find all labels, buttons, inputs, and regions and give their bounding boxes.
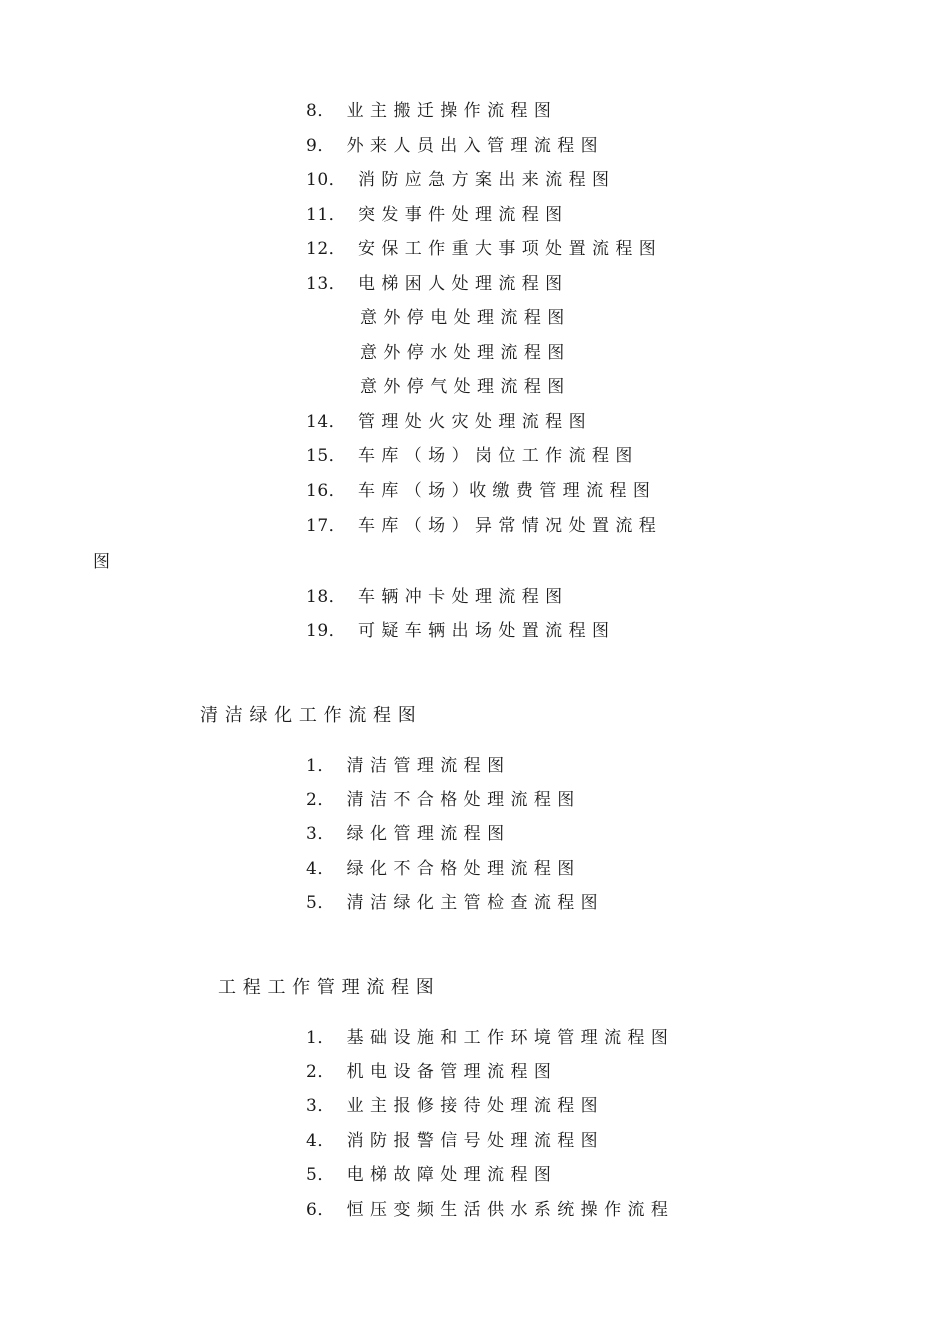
list-item [360,376,565,398]
item-number: 4． [306,859,335,879]
list-item [306,858,575,880]
section-heading: 工 程 工 作 管 理 流 程 图 [218,977,435,998]
item-text: 机 电 设 备 管 理 流 程 图 [346,1062,552,1082]
item-number: 15． [306,446,347,466]
list-item [306,1130,598,1152]
list-item [306,273,563,295]
item-number: 10． [306,170,347,190]
item-text: 意 外 停 电 处 理 流 程 图 [360,308,565,328]
list-item [306,100,551,122]
list-item [306,411,586,433]
list-item [306,823,505,845]
item-number: 11． [306,205,347,225]
item-text: 业 主 报 修 接 待 处 理 流 程 图 [346,1096,599,1116]
list-item [306,1061,551,1083]
item-text: 可 疑 车 辆 出 场 处 置 流 程 图 [357,621,610,641]
item-text: 基 础 设 施 和 工 作 环 境 管 理 流 程 图 [346,1028,669,1048]
item-number: 14． [306,412,347,432]
list-item [306,515,656,537]
item-number: 8． [306,101,335,121]
item-text: 意 外 停 水 处 理 流 程 图 [360,343,565,363]
item-text: 车 库 （ 场 ） 岗 位 工 作 流 程 图 [357,446,633,466]
list-item [306,169,610,191]
item-number: 13． [306,274,347,294]
list-item [306,480,650,502]
item-text: 电 梯 故 障 处 理 流 程 图 [346,1165,552,1185]
item-text: 车 库 （ 场 ） 异 常 情 况 处 置 流 程 [357,516,657,536]
item-text: 安 保 工 作 重 大 事 项 处 置 流 程 图 [357,239,657,259]
item-text: 业 主 搬 迁 操 作 流 程 图 [346,101,552,121]
item-number: 1． [306,1028,335,1048]
item-text: 清 洁 绿 化 主 管 检 查 流 程 图 [346,893,599,913]
item-number: 3． [306,1096,335,1116]
item-text: 车 辆 冲 卡 处 理 流 程 图 [357,587,563,607]
item-number: 4． [306,1131,335,1151]
item-text: 消 防 应 急 方 案 出 来 流 程 图 [357,170,610,190]
item-number: 2． [306,1062,335,1082]
item-text: 消 防 报 警 信 号 处 理 流 程 图 [346,1131,599,1151]
item-text: 绿 化 不 合 格 处 理 流 程 图 [346,859,575,879]
item-text: 意 外 停 气 处 理 流 程 图 [360,377,565,397]
item-text: 突 发 事 件 处 理 流 程 图 [357,205,563,225]
item-text: 电 梯 困 人 处 理 流 程 图 [357,274,563,294]
list-item [306,1027,668,1049]
item-number: 17． [306,516,347,536]
item-number: 16． [306,481,347,501]
item-number: 6． [306,1200,335,1220]
item-number: 2． [306,790,335,810]
list-item [306,238,656,260]
list-item [306,204,563,226]
list-item [306,445,633,467]
list-item [306,1164,551,1186]
list-item [306,620,610,642]
list-item [306,135,598,157]
list-item [306,789,575,811]
item-text: 图 [93,552,111,572]
item-text: 外 来 人 员 出 入 管 理 流 程 图 [346,136,599,156]
list-item [360,342,565,364]
list-item [306,892,598,914]
list-item [306,1095,598,1117]
list-item [306,586,563,608]
item-number: 3． [306,824,335,844]
list-item-continuation [93,551,111,573]
item-text: 清 洁 不 合 格 处 理 流 程 图 [346,790,575,810]
section-heading: 清 洁 绿 化 工 作 流 程 图 [200,705,417,726]
item-number: 5． [306,1165,335,1185]
item-text: 恒 压 变 频 生 活 供 水 系 统 操 作 流 程 [346,1200,669,1220]
item-number: 5． [306,893,335,913]
list-item [306,755,505,777]
item-text: 车 库 （ 场 ）收 缴 费 管 理 流 程 图 [357,481,651,501]
item-number: 12． [306,239,347,259]
item-number: 9． [306,136,335,156]
list-item [360,307,565,329]
item-text: 绿 化 管 理 流 程 图 [346,824,505,844]
item-number: 18． [306,587,347,607]
item-text: 清 洁 管 理 流 程 图 [346,756,505,776]
list-item [306,1199,668,1221]
item-number: 1． [306,756,335,776]
item-text: 管 理 处 火 灾 处 理 流 程 图 [357,412,587,432]
item-number: 19． [306,621,347,641]
